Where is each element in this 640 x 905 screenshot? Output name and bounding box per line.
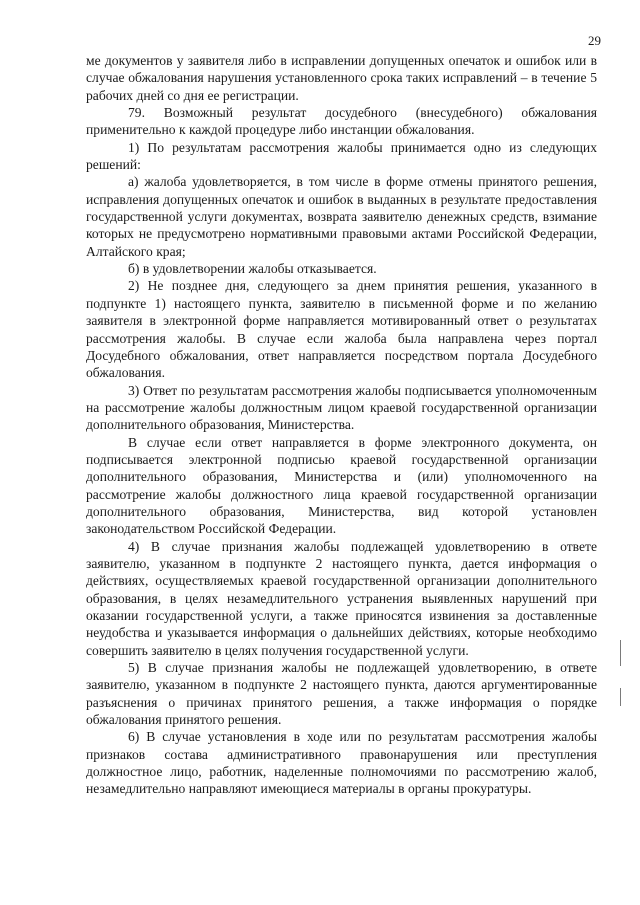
paragraph-item-1: 1) По результатам рассмотрения жалобы принимается одно из следующих решений: xyxy=(86,139,597,173)
paragraph-item-3: 3) Ответ по результатам рассмотрения жалобы подписывается уполномоченным на рассмотрение жалобы должностным лицом краевой государственной организации дополнительного образования, Министерства. xyxy=(86,382,597,433)
paragraph-item-5: 5) В случае признания жалобы не подлежащей удовлетворению, в ответе заявителю, указанном в подпункте 2 настоящего пункта, даются аргументированные разъяснения о причинах принятого решения, а также информация о порядке обжалования принятого решения. xyxy=(86,660,597,728)
page-number: 29 xyxy=(588,33,601,48)
paragraph-continuation: ме документов у заявителя либо в исправлении допущенных опечаток и ошибок или в случае обжалования нарушения установленного срока таких исправлений – в течение 5 рабочих дней со дня ее регистрации. xyxy=(86,53,597,103)
paragraph-item-1b: б) в удовлетворении жалобы отказывается. xyxy=(128,261,377,277)
scan-edge-mark xyxy=(620,688,621,706)
paragraph-79: 79. Возможный результат досудебного (внесудебного) обжалования применительно к каждой процедуре либо инстанции обжалования. xyxy=(86,105,597,138)
paragraph-item-6: 6) В случае установления в ходе или по результатам рассмотрения жалобы признаков состава административного правонарушения или преступления должностное лицо, работник, наделенные полномочиями по рассмотрению жалоб, незамедлительно направляют имеющиеся материалы в органы прокуратуры. xyxy=(86,729,597,797)
paragraph-electronic-response: В случае если ответ направляется в форме электронного документа, он подписывается электронной подписью краевой государственной организации дополнительного образования, Министерства и (или) уполномоченного на рассмотрение жалобы должностного лица краевой государственной организации дополнительного образования, Министерства, вид которой установлен законодательством Российской Федерации. xyxy=(86,434,597,537)
paragraph-item-1a: а) жалоба удовлетворяется, в том числе в форме отмены принятого решения, исправления допущенных опечаток и ошибок в выданных в результате предоставления государственной услуги документах, возврата заявителю денежных средств, взимание которых не предусмотрено нормативными правовыми актами Российской Федерации, Алтайского края; xyxy=(86,174,597,259)
scan-edge-mark xyxy=(620,640,621,666)
paragraph-item-4: 4) В случае признания жалобы подлежащей удовлетворению в ответе заявителю, указанном в подпункте 2 настоящего пункта, дается информация о действиях, осуществляемых краевой государственной организации дополнительного образования, в целях незамедлительного устранения выявленных нарушений при оказании государственной услуги, а также приносятся извинения за доставленные неудобства и указывается информация о дальнейших действиях, которые необходимо совершить заявителю в целях получения государственной услуги. xyxy=(86,538,597,658)
document-body xyxy=(86,52,597,798)
paragraph-item-2: 2) Не позднее дня, следующего за днем принятия решения, указанного в подпункте 1) настоящего пункта, заявителю в письменной форме и по желанию заявителя в электронной форме направляется мотивированный ответ о результатах рассмотрения жалобы. В случае если жалоба была направлена через портал Досудебного обжалования, ответ направляется посредством портала Досудебного обжалования. xyxy=(86,278,597,381)
